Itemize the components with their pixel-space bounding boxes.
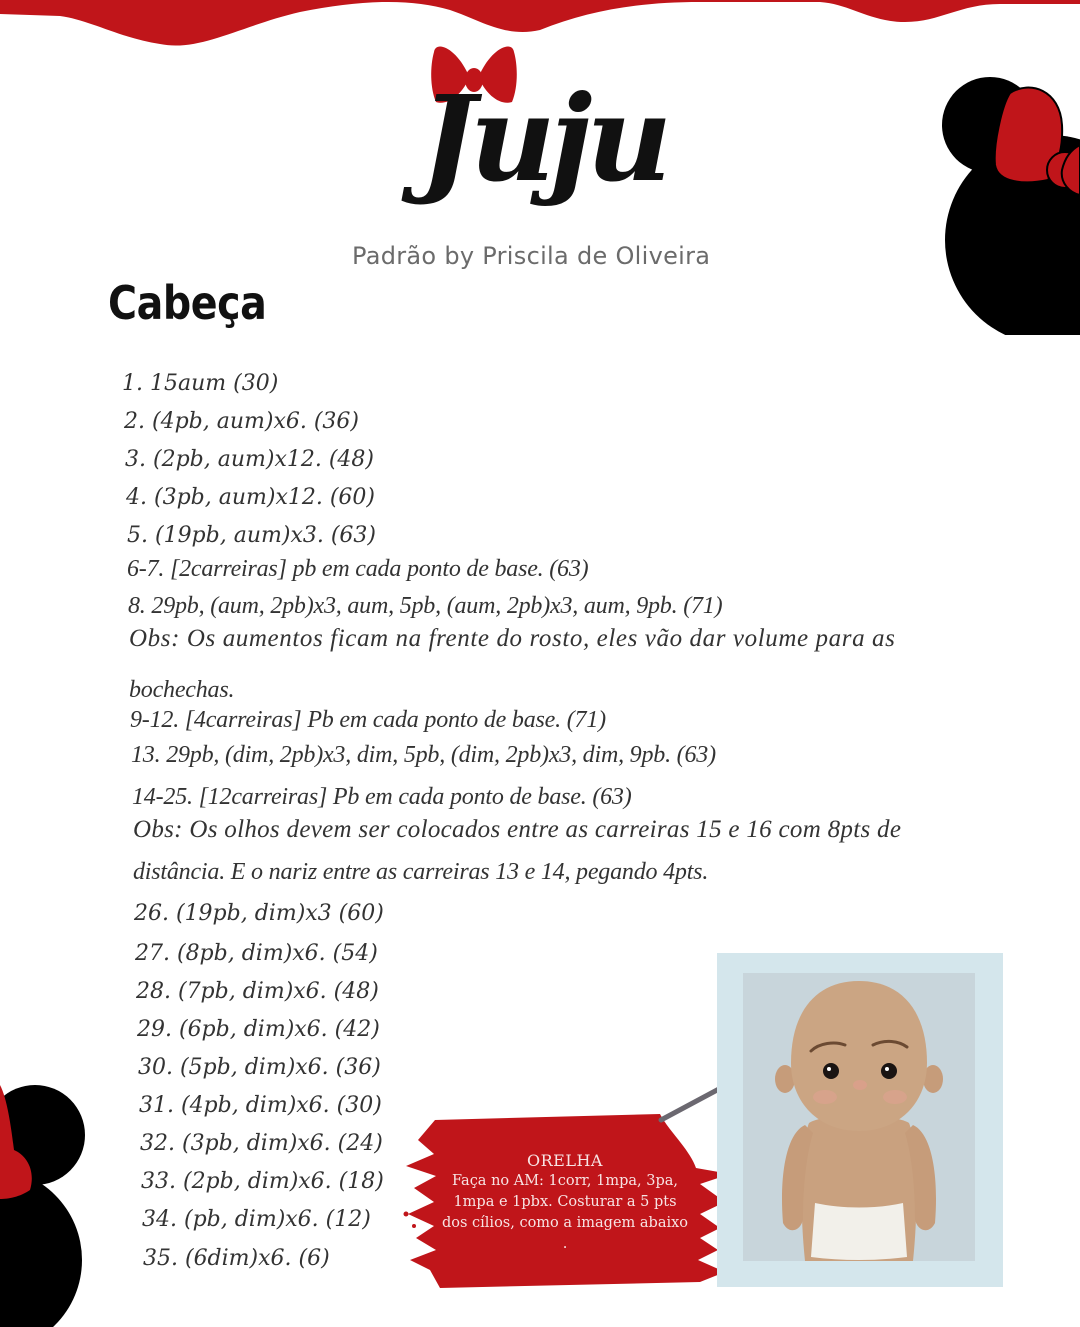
pattern-step: 2. (4pb, aum)x6. (36)	[124, 409, 359, 434]
pattern-step: 31. (4pb, dim)x6. (30)	[139, 1093, 382, 1118]
pattern-step: 5. (19pb, aum)x3. (63)	[127, 523, 376, 548]
author-byline: Padrão by Priscila de Oliveira	[352, 242, 711, 270]
note-trailing: .	[562, 1236, 568, 1252]
logo-text: Juju	[420, 69, 667, 208]
pattern-note: Obs: Os aumentos ficam na frente do rosto, eles vão dar volume para as	[129, 625, 896, 652]
pattern-step: 29. (6pb, dim)x6. (42)	[137, 1017, 380, 1042]
crochet-doll-illustration	[743, 973, 975, 1261]
pattern-note: Obs: Os olhos devem ser colocados entre as carreiras 15 e 16 com 8pts de	[133, 816, 902, 843]
pattern-step: 13. 29pb, (dim, 2pb)x3, dim, 5pb, (dim, 2pb)x3, dim, 9pb. (63)	[131, 742, 716, 768]
note-body: Faça no AM: 1corr, 1mpa, 3pa, 1mpa e 1pbx. Costurar a 5 pts dos cílios, como a imagem abaixo	[441, 1173, 689, 1231]
pattern-step: 33. (2pb, dim)x6. (18)	[141, 1169, 384, 1194]
pattern-step: 6-7. [2carreiras] pb em cada ponto de base. (63)	[127, 556, 589, 582]
doll-photo	[743, 973, 975, 1261]
minnie-silhouette-icon	[920, 75, 1080, 335]
pattern-step: 8. 29pb, (aum, 2pb)x3, aum, 5pb, (aum, 2pb)x3, aum, 9pb. (71)	[128, 593, 723, 619]
pattern-step: 3. (2pb, aum)x12. (48)	[125, 447, 374, 472]
juju-logo	[420, 40, 667, 240]
pattern-step: 30. (5pb, dim)x6. (36)	[138, 1055, 381, 1080]
ear-instructions-note	[400, 1110, 740, 1290]
pattern-note: bochechas.	[129, 677, 235, 703]
photo-frame	[717, 953, 1003, 1287]
pattern-step: 35. (6dim)x6. (6)	[143, 1246, 330, 1271]
pattern-step: 28. (7pb, dim)x6. (48)	[136, 979, 379, 1004]
minnie-silhouette-icon	[0, 1075, 90, 1327]
pattern-step: 32. (3pb, dim)x6. (24)	[140, 1131, 383, 1156]
pattern-step: 1. 15aum (30)	[122, 371, 279, 396]
pattern-step: 27. (8pb, dim)x6. (54)	[135, 941, 378, 966]
pattern-note: distância. E o nariz entre as carreiras 13 e 14, pegando 4pts.	[133, 859, 709, 885]
note-title: ORELHA	[527, 1151, 603, 1170]
pattern-step: 9-12. [4carreiras] Pb em cada ponto de base. (71)	[130, 707, 606, 733]
pattern-step: 34. (pb, dim)x6. (12)	[142, 1207, 371, 1232]
section-title: Cabeça	[108, 276, 267, 330]
pattern-step: 26. (19pb, dim)x3 (60)	[134, 901, 384, 926]
pattern-step: 4. (3pb, aum)x12. (60)	[126, 485, 375, 510]
ear-instructions-text	[440, 1150, 690, 1255]
pattern-step: 14-25. [12carreiras] Pb em cada ponto de base. (63)	[132, 784, 632, 810]
